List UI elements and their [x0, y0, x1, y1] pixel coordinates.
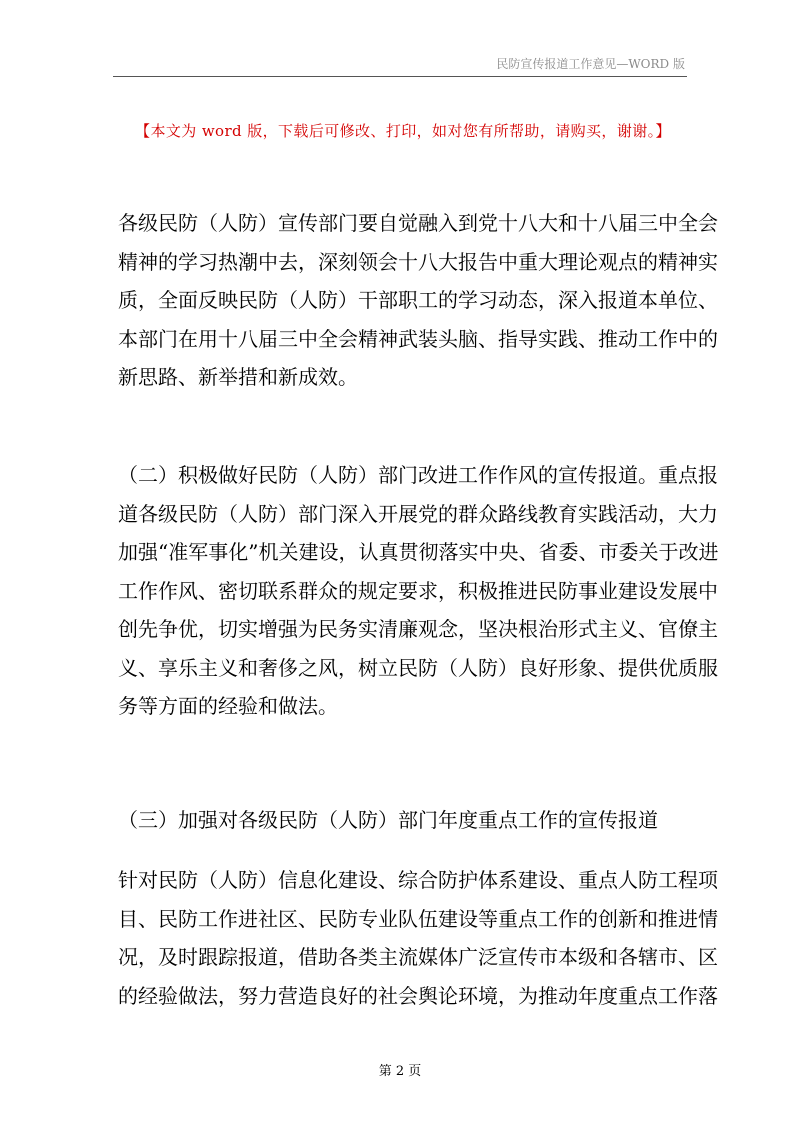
paragraph-line: 道各级民防（人防）部门深入开展党的群众路线教育实践活动，大力: [118, 501, 718, 526]
paragraph-2: [118, 456, 719, 726]
paragraph-line: 工作作风、密切联系群众的规定要求，积极推进民防事业建设发展中: [118, 578, 718, 603]
paragraph-line: 况，及时跟踪报道，借助各类主流媒体广泛宣传市本级和各辖市、区: [118, 945, 718, 969]
paragraph-line: 目、民防工作进社区、民防专业队伍建设等重点工作的创新和推进情: [118, 906, 718, 931]
paragraph-1: [118, 204, 718, 397]
paragraph-line: 加强“准军事化”机关建设，认真贯彻落实中央、省委、市委关于改进: [118, 540, 719, 564]
document-header-title: 民防宣传报道工作意见—WORD 版: [496, 57, 685, 71]
paragraph-line: 质，全面反映民防（人防）干部职工的学习动态，深入报道本单位、: [118, 288, 718, 312]
paragraph-line: 新思路、新举措和新成效。: [118, 365, 358, 389]
paragraph-line: 的经验做法，努力营造良好的社会舆论环境，为推动年度重点工作落: [118, 983, 718, 1008]
paragraph-line: 精神的学习热潮中去，深刻领会十八大报告中重大理论观点的精神实: [118, 249, 718, 274]
paragraph-line: 本部门在用十八届三中全会精神武装头脑、指导实践、推动工作中的: [118, 326, 718, 351]
section-heading-3: [118, 801, 684, 840]
paragraph-line: 针对民防（人防）信息化建设、综合防护体系建设、重点人防工程项: [118, 868, 718, 892]
red-notice-banner: 【本文为 word 版，下载后可修改、打印，如对您有所帮助，请购买，谢谢。】: [135, 122, 671, 140]
paragraph-line: 义、享乐主义和奢侈之风，树立民防（人防）良好形象、提供优质服: [118, 655, 718, 680]
paragraph-line: 各级民防（人防）宣传部门要自觉融入到党十八大和十八届三中全会: [118, 211, 718, 235]
page-number: 第 2 页: [378, 1064, 422, 1079]
header-divider: [113, 76, 687, 77]
paragraph-line: （三）加强对各级民防（人防）部门年度重点工作的宣传报道: [118, 808, 658, 832]
paragraph-line: 务等方面的经验和做法。: [118, 694, 338, 718]
paragraph-line: （二）积极做好民防（人防）部门改进工作作风的宣传报道。重点报: [118, 463, 718, 487]
paragraph-line: 创先争优，切实增强为民务实清廉观念，坚决根治形式主义、官僚主: [118, 617, 718, 641]
paragraph-4: [118, 861, 718, 1015]
